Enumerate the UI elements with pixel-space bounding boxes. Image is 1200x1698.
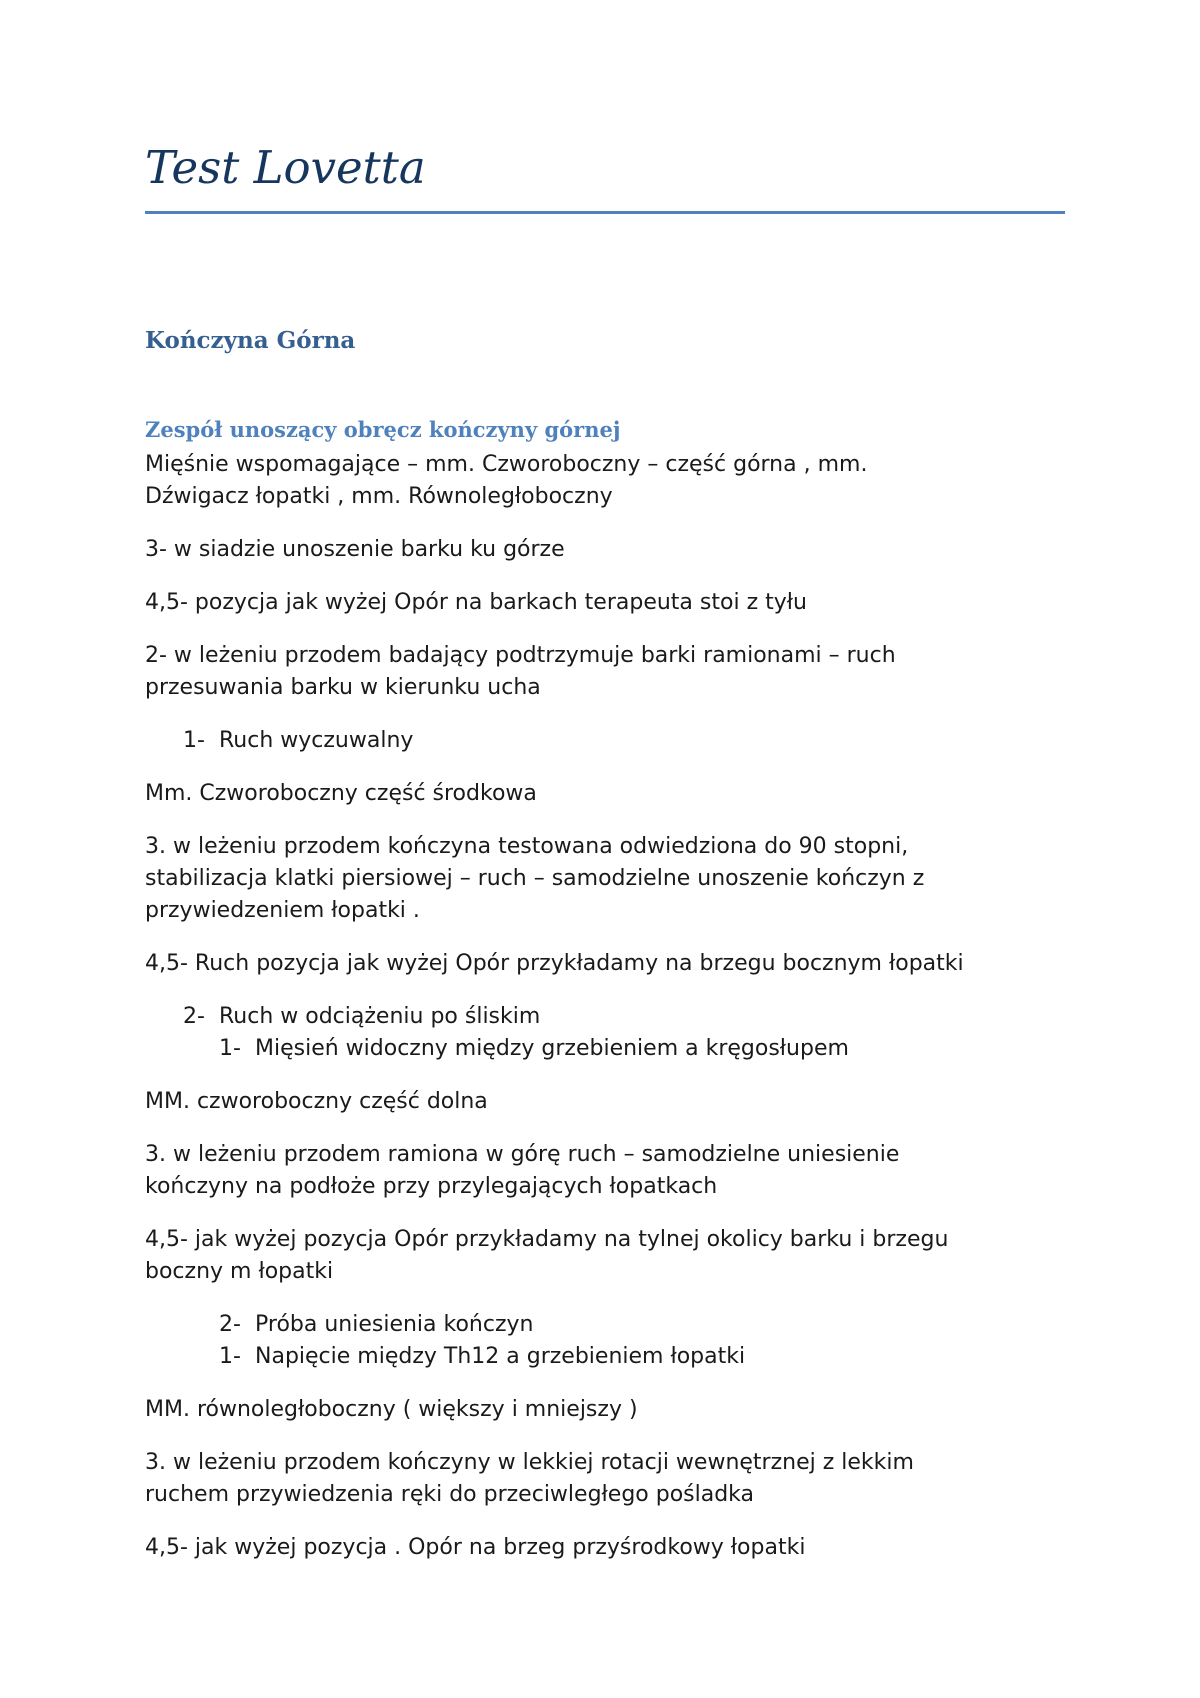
muscle-heading: MM. czworoboczny część dolna xyxy=(145,1089,488,1114)
muscle-heading: MM. równoległoboczny ( większy i mniejszy ) xyxy=(145,1397,638,1422)
text-line: 4,5- jak wyżej pozycja . Opór na brzeg przyśrodkowy łopatki xyxy=(145,1535,806,1560)
text-line: 2- w leżeniu przodem badający podtrzymuje barki ramionami – ruch xyxy=(145,643,896,668)
document-title: Test Lovetta xyxy=(145,141,426,194)
text-line: Dźwigacz łopatki , mm. Równoległoboczny xyxy=(145,484,613,509)
text-line: 4,5- jak wyżej pozycja Opór przykładamy na tylnej okolicy barku i brzegu xyxy=(145,1227,949,1252)
text-line: 3- w siadzie unoszenie barku ku górze xyxy=(145,537,565,562)
text-line: ruchem przywiedzenia ręki do przeciwległego pośladka xyxy=(145,1482,755,1507)
list-item xyxy=(219,1341,745,1373)
list-item xyxy=(219,1033,849,1065)
text-line: boczny m łopatki xyxy=(145,1259,334,1284)
title-underline xyxy=(145,211,1065,214)
text-line: kończyny na podłoże przy przylegających łopatkach xyxy=(145,1174,718,1199)
list-item-text: Mięsień widoczny między grzebieniem a kręgosłupem xyxy=(255,1036,849,1061)
list-item xyxy=(219,1309,533,1341)
list-number: 1- xyxy=(183,728,205,753)
text-line: stabilizacja klatki piersiowej – ruch – samodzielne unoszenie kończyn z xyxy=(145,866,925,891)
text-line: Mięśnie wspomagające – mm. Czworoboczny – część górna , mm. xyxy=(145,452,868,477)
list-item-text: Próba uniesienia kończyn xyxy=(255,1312,534,1337)
list-number: 1- xyxy=(219,1036,241,1061)
list-item-text: Napięcie między Th12 a grzebieniem łopatki xyxy=(255,1344,746,1369)
text-line: przesuwania barku w kierunku ucha xyxy=(145,675,541,700)
list-number: 2- xyxy=(183,1004,205,1029)
list-number: 2- xyxy=(219,1312,241,1337)
list-number: 1- xyxy=(219,1344,241,1369)
section-heading: Kończyna Górna xyxy=(145,327,356,354)
text-line: 4,5- pozycja jak wyżej Opór na barkach terapeuta stoi z tyłu xyxy=(145,590,807,615)
list-item-text: Ruch w odciążeniu po śliskim xyxy=(219,1004,541,1029)
text-line: 3. w leżeniu przodem kończyna testowana odwiedziona do 90 stopni, xyxy=(145,834,909,859)
list-item xyxy=(183,725,413,757)
list-item-text: Ruch wyczuwalny xyxy=(219,728,414,753)
muscle-heading: Mm. Czworoboczny część środkowa xyxy=(145,781,537,806)
text-line: 3. w leżeniu przodem ramiona w górę ruch – samodzielne uniesienie xyxy=(145,1142,900,1167)
list-item xyxy=(183,1001,540,1033)
subsection-heading: Zespół unoszący obręcz kończyny górnej xyxy=(145,417,621,442)
text-line: przywiedzeniem łopatki . xyxy=(145,898,420,923)
text-line: 3. w leżeniu przodem kończyny w lekkiej rotacji wewnętrznej z lekkim xyxy=(145,1450,914,1475)
text-line: 4,5- Ruch pozycja jak wyżej Opór przykładamy na brzegu bocznym łopatki xyxy=(145,951,964,976)
